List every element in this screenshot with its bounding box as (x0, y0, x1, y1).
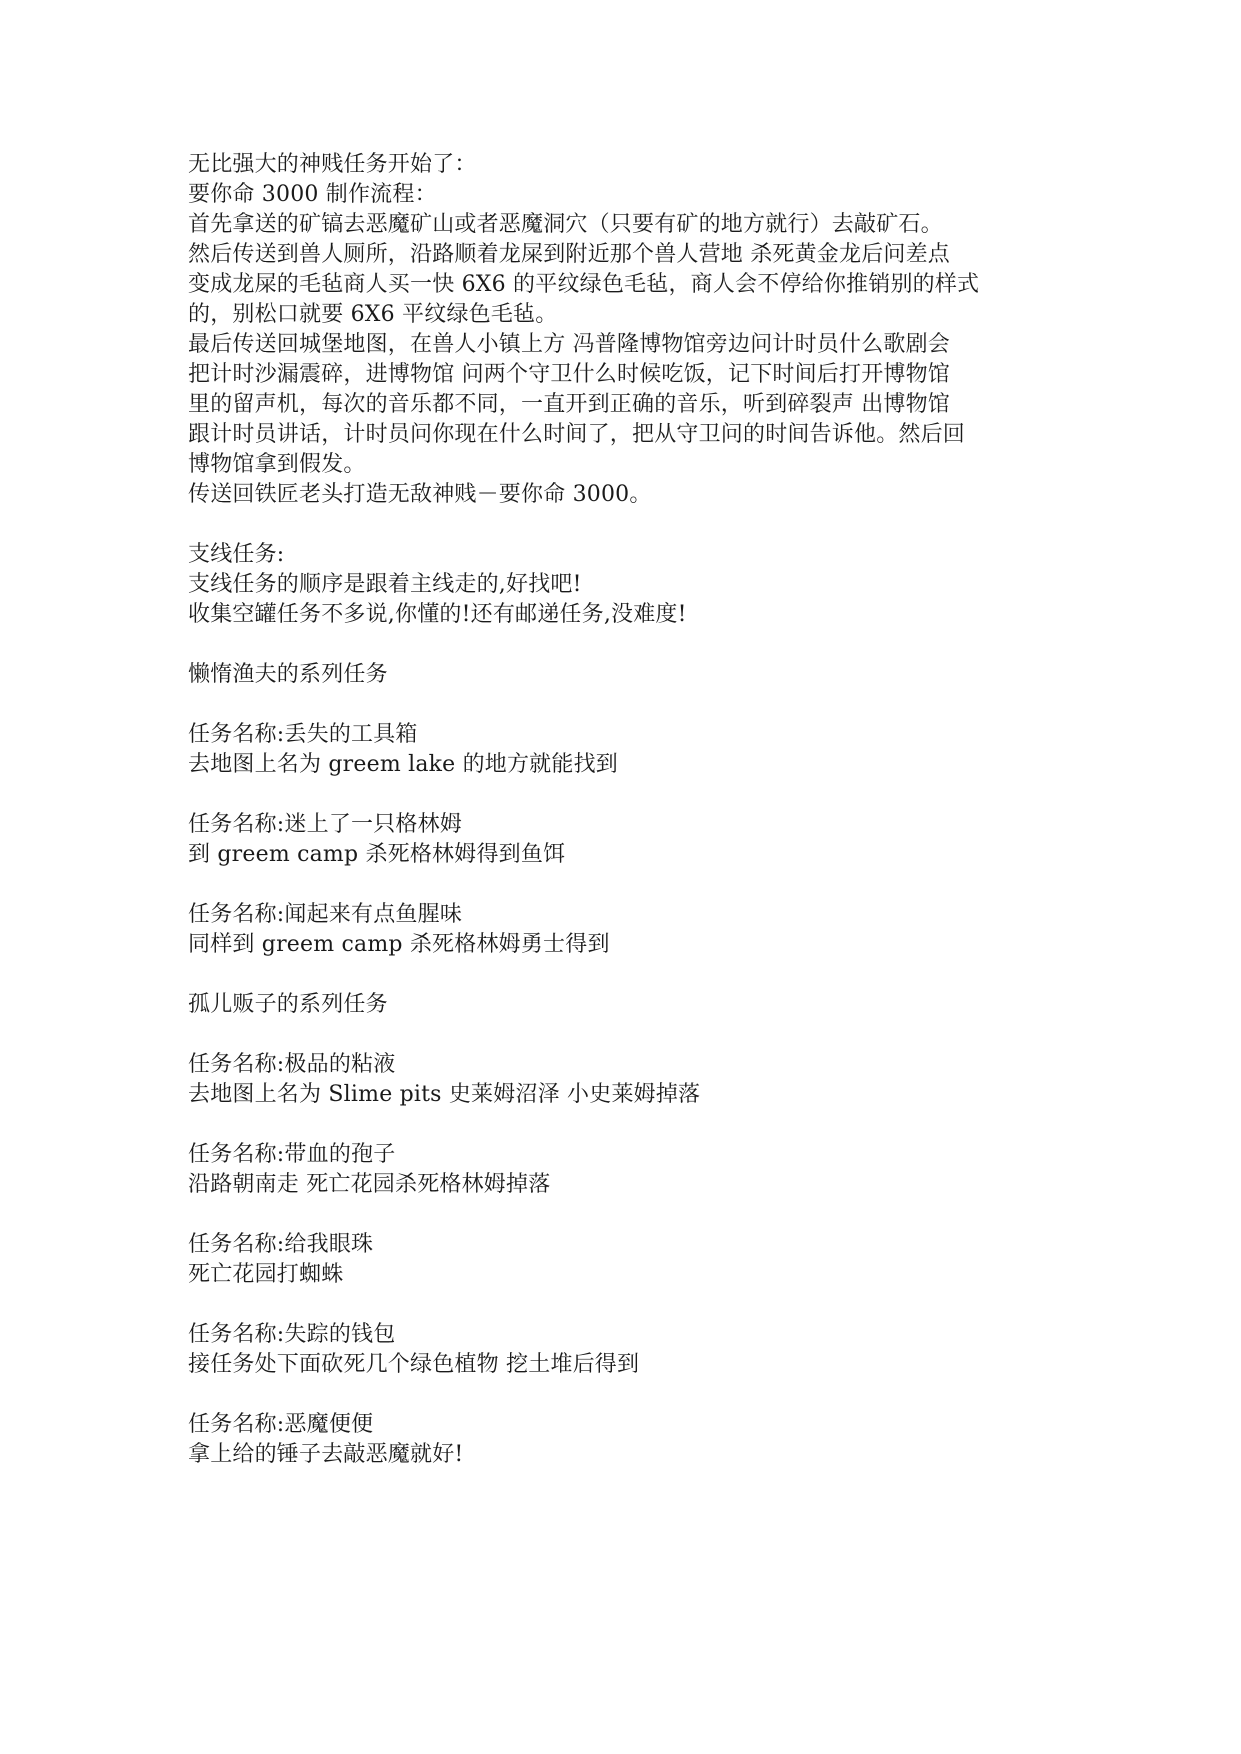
task-description: 到 greem camp 杀死格林姆得到鱼饵 (188, 842, 566, 867)
task-description: 沿路朝南走 死亡花园杀死格林姆掉落 (188, 1172, 551, 1197)
task-name: 任务名称:带血的孢子 (188, 1142, 396, 1167)
task-description: 接任务处下面砍死几个绿色植物 挖土堆后得到 (188, 1352, 640, 1377)
document-body (188, 150, 1068, 1470)
blank-line (188, 510, 1068, 540)
blank-line (188, 870, 1068, 900)
task-description: 同样到 greem camp 杀死格林姆勇士得到 (188, 932, 610, 957)
main-quest-subtitle: 要你命 3000 制作流程： (188, 182, 437, 207)
blank-line (188, 1380, 1068, 1410)
side-quests-line: 支线任务的顺序是跟着主线走的,好找吧! (188, 572, 582, 597)
orphan-dealer-series-title: 孤儿贩子的系列任务 (188, 992, 388, 1017)
main-quest-line: 最后传送回城堡地图，在兽人小镇上方 冯普隆博物馆旁边问计时员什么歌剧会 (188, 332, 950, 357)
fisherman-series-title: 懒惰渔夫的系列任务 (188, 662, 388, 687)
main-quest-line: 然后传送到兽人厕所，沿路顺着龙屎到附近那个兽人营地 杀死黄金龙后问差点 (188, 242, 950, 267)
task-name: 任务名称:迷上了一只格林姆 (188, 812, 463, 837)
main-quest-line: 里的留声机，每次的音乐都不同，一直开到正确的音乐，听到碎裂声 出博物馆 (188, 392, 950, 417)
blank-line (188, 960, 1068, 990)
blank-line (188, 1110, 1068, 1140)
main-quest-line: 首先拿送的矿镐去恶魔矿山或者恶魔洞穴（只要有矿的地方就行）去敲矿石。 (188, 212, 943, 237)
side-quests-heading: 支线任务: (188, 542, 285, 567)
main-quest-title: 无比强大的神贱任务开始了： (188, 152, 477, 177)
blank-line (188, 690, 1068, 720)
task-description: 去地图上名为 greem lake 的地方就能找到 (188, 752, 618, 777)
task-name: 任务名称:闻起来有点鱼腥味 (188, 902, 463, 927)
main-quest-line: 把计时沙漏震碎，进博物馆 问两个守卫什么时候吃饭，记下时间后打开博物馆 (188, 362, 950, 387)
task-name: 任务名称:丢失的工具箱 (188, 722, 418, 747)
blank-line (188, 630, 1068, 660)
task-description: 拿上给的锤子去敲恶魔就好! (188, 1442, 464, 1467)
main-quest-line: 变成龙屎的毛毡商人买一快 6X6 的平纹绿色毛毡，商人会不停给你推销别的样式 (188, 272, 980, 297)
side-quests-line: 收集空罐任务不多说,你懂的!还有邮递任务,没难度! (188, 602, 687, 627)
blank-line (188, 780, 1068, 810)
task-description: 死亡花园打蜘蛛 (188, 1262, 344, 1287)
blank-line (188, 1200, 1068, 1230)
main-quest-line: 博物馆拿到假发。 (188, 452, 366, 477)
task-name: 任务名称:恶魔便便 (188, 1412, 374, 1437)
main-quest-line: 传送回铁匠老头打造无敌神贱－要你命 3000。 (188, 482, 652, 507)
main-quest-line: 跟计时员讲话，计时员问你现在什么时间了，把从守卫问的时间告诉他。然后回 (188, 422, 966, 447)
task-description: 去地图上名为 Slime pits 史莱姆沼泽 小史莱姆掉落 (188, 1082, 701, 1107)
blank-line (188, 1290, 1068, 1320)
task-name: 任务名称:极品的粘液 (188, 1052, 396, 1077)
main-quest-line: 的，别松口就要 6X6 平纹绿色毛毡。 (188, 302, 558, 327)
blank-line (188, 1020, 1068, 1050)
task-name: 任务名称:失踪的钱包 (188, 1322, 396, 1347)
task-name: 任务名称:给我眼珠 (188, 1232, 374, 1257)
